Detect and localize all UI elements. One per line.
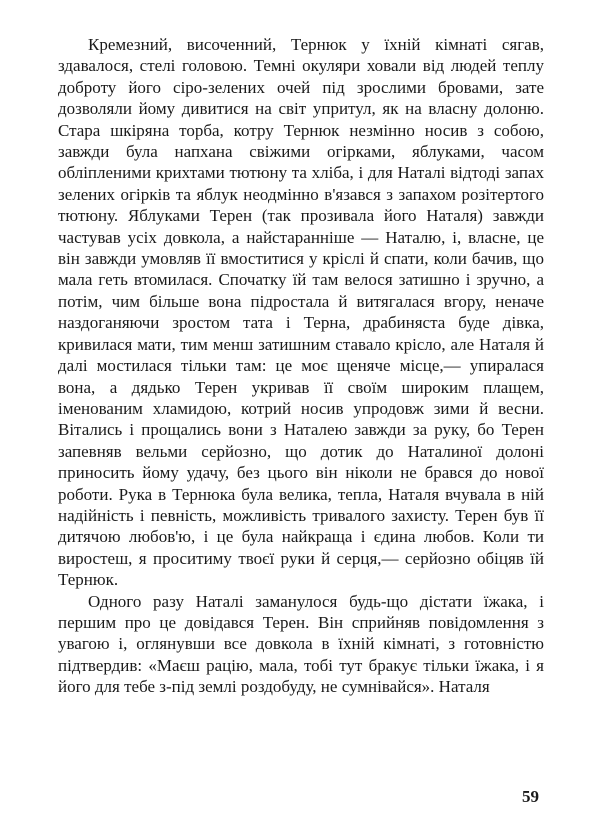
page-number: 59 [522,787,539,806]
paragraph-1: Кремезний, височенний, Тернюк у їхній кімнаті сягав, здавалося, стелі головою. Темні окуляри ховали від людей теплу доброту його сіро-зелених очей під зрослими бровами, зате дозволяли йому дивитися на світ упритул, як на власну долоню. Стара шкіряна торба, котру Тернюк незмінно носив з собою, завжди була напхана свіжими огірками, яблуками, часом обліпленими крихтами тютюну та хліба, і для Наталі відтоді запах зелених огірків та яблук неодмінно в'язався з запахом розітертого тютюну. Яблуками Терен (так прозивала його Наталя) завжди частував усіх довкола, а найстаранніше — Наталю, і, власне, це він завжди умовляв її вмоститися у кріслі й спати, коли бачив, що мала геть втомилася. Спочатку їй там велося затишно і зручно, а потім, чим більше вона підростала й витягалася вгору, неначе наздоганяючи зростом тата і Терна, драбиняста буде дівка, кривилася мати, тим менш затишним ставало крісло, але Наталя й далі мостилася тільки там: це моє щеняче місце,— упиралася вона, а дядько Терен укривав її своїм широким плащем, іменованим хламидою, котрий носив упродовж зими й весни. Вітались і прощались вони з Наталею завжди за руку, бо Терен запевняв вельми серйозно, що дотик до Наталиної долоні приносить йому удачу, без цього він ніколи не брався до нової роботи. Рука в Тернюка була велика, тепла, Наталя вчувала в ній надійність і певність, можливість тривалого захисту. Терен був її дитячою любов'ю, і це була найкраща і єдина любов. Коли ти виростеш, я проситиму твоєї руки й серця,— серйозно обіцяв їй Тернюк. [58,35,544,590]
paragraph-2: Одного разу Наталі заманулося будь-що дістати їжака, і першим про це довідався Терен. Він сприйняв повідомлення з увагою і, оглянувши все довкола в їхній кімнаті, з готовністю підтвердив: «Маєш рацію, мала, тобі тут бракує тільки їжака, і я його для тебе з-під землі роздобуду, не сумнівайся». Наталя [58,591,544,697]
body-text [58,34,544,698]
